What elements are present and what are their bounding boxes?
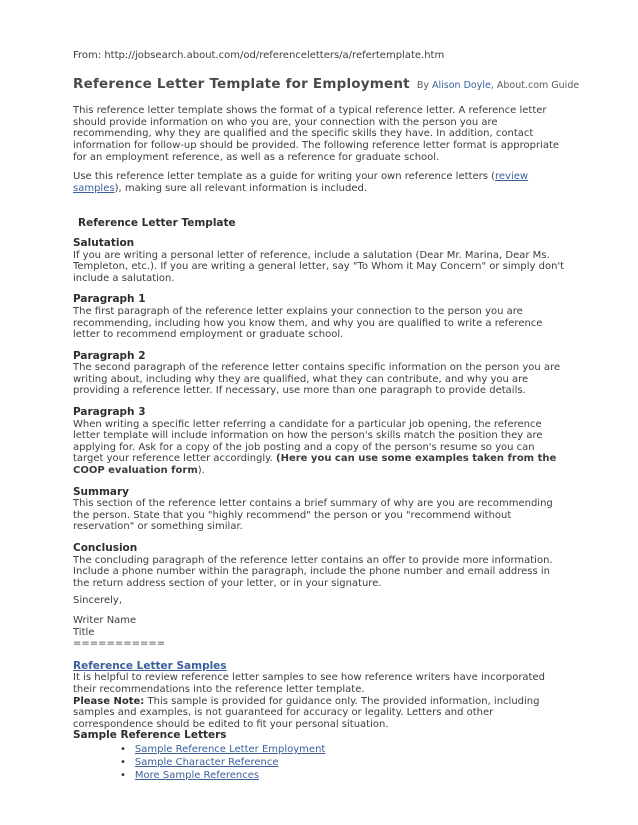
sample-link-character[interactable]: Sample Character Reference bbox=[134, 756, 279, 768]
intro-paragraph-1: This reference letter template shows the format of a typical reference letter. A reference letter should provide information on who you are, your connection with the person you are recommending, why they are qualified and the specific skills they have. In addition, contact information for follow-up should be provided. The following reference letter format is appropriate for an employment reference, as well as a reference for graduate school. bbox=[73, 105, 560, 163]
sample-links-list bbox=[73, 743, 567, 782]
writer-title: Title bbox=[73, 626, 95, 638]
samples-intro: It is helpful to review reference letter samples to see how reference writers have incorporated their recommendations into the reference letter template. bbox=[73, 672, 545, 695]
samples-note bbox=[73, 696, 567, 731]
section-heading-paragraph-3: Paragraph 3 bbox=[73, 406, 146, 419]
paragraph-3-text: When writing a specific letter referring a candidate for a particular job opening, the reference letter template will include information on how the person's skills match the position they are applying for. Ask for a copy of the job posting and a copy of the person's resume so you can target your reference letter accordingly. bbox=[73, 418, 543, 465]
byline bbox=[417, 80, 579, 91]
section-heading-paragraph-1: Paragraph 1 bbox=[73, 293, 146, 306]
byline-suffix: , About.com Guide bbox=[490, 79, 580, 91]
section-heading-paragraph-2: Paragraph 2 bbox=[73, 349, 146, 362]
section-heading-salutation: Salutation bbox=[73, 236, 135, 249]
signature-block bbox=[73, 615, 567, 650]
list-item bbox=[120, 769, 567, 782]
bullet-icon: • bbox=[120, 756, 126, 768]
please-note-text: This sample is provided for guidance only. The provided information, including samples and examples, is not guaranteed for accuracy or legality. Letters and other correspondence should be edited to fit your personal situation. bbox=[73, 695, 540, 730]
writer-name: Writer Name bbox=[73, 614, 137, 626]
section-body-paragraph-1: The first paragraph of the reference letter explains your connection to the person you are recommending, including how you know them, and why you are qualified to write a reference letter to recommend employment or graduate school. bbox=[73, 305, 543, 341]
reference-letter-samples-link[interactable]: Reference Letter Samples bbox=[73, 659, 227, 672]
title-row bbox=[73, 75, 580, 92]
paragraph-3-bold-note: (Here you can use some examples taken from the COOP evaluation form bbox=[73, 453, 557, 477]
section-heading-summary: Summary bbox=[73, 485, 130, 498]
section-body-paragraph-2: The second paragraph of the reference letter contains specific information on the person you are writing about, including why they are qualified, what they can contribute, and why you are providing a reference letter. If necessary, use more than one paragraph to provide details. bbox=[73, 362, 561, 397]
section-heading-conclusion: Conclusion bbox=[73, 542, 138, 554]
bullet-icon: • bbox=[120, 769, 126, 781]
list-item bbox=[120, 743, 567, 756]
intro-paragraph-2-tail: ), making sure all relevant information is included. bbox=[114, 182, 368, 194]
signature-divider: =========== bbox=[73, 638, 166, 650]
section-body-salutation: If you are writing a personal letter of reference, include a salutation (Dear Mr. Marina, Dear Ms. Templeton, etc.). If you are writing a general letter, say "To Whom it May Concern" or simply don't include a salutation. bbox=[73, 249, 565, 284]
closing-salutation: Sincerely, bbox=[73, 595, 123, 607]
sample-link-employment[interactable]: Sample Reference Letter Employment bbox=[134, 743, 326, 755]
source-url-line: From: http://jobsearch.about.com/od/referenceletters/a/refertemplate.htm bbox=[73, 50, 445, 61]
sample-letters-heading: Sample Reference Letters bbox=[73, 729, 227, 742]
samples-heading bbox=[73, 661, 567, 673]
section-body-summary: This section of the reference letter contains a brief summary of why are you are recommending the person. State that you "highly recommend" the person or you "recommend without reservation" or something similar. bbox=[73, 498, 553, 533]
bullet-icon: • bbox=[120, 743, 126, 755]
byline-prefix: By bbox=[416, 79, 433, 91]
paragraph-3-tail: ). bbox=[197, 465, 205, 477]
author-link[interactable]: Alison Doyle bbox=[432, 79, 491, 91]
intro-paragraph-2-text: Use this reference letter template as a guide for writing your own reference letters ( bbox=[73, 171, 496, 183]
page-title: Reference Letter Template for Employment bbox=[73, 75, 410, 92]
please-note-label: Please Note: bbox=[73, 695, 145, 707]
template-heading: Reference Letter Template bbox=[78, 217, 236, 230]
intro-paragraph-2 bbox=[73, 171, 567, 194]
list-item bbox=[120, 756, 567, 769]
review-samples-link[interactable]: review samples bbox=[73, 171, 529, 194]
section-body-conclusion: The concluding paragraph of the reference letter contains an offer to provide more information. Include a phone number within the paragraph, include the phone number and email address in the return address section of your letter, or in your signature. bbox=[73, 554, 553, 589]
section-body-paragraph-3 bbox=[73, 419, 567, 477]
sample-link-more[interactable]: More Sample References bbox=[134, 769, 260, 781]
